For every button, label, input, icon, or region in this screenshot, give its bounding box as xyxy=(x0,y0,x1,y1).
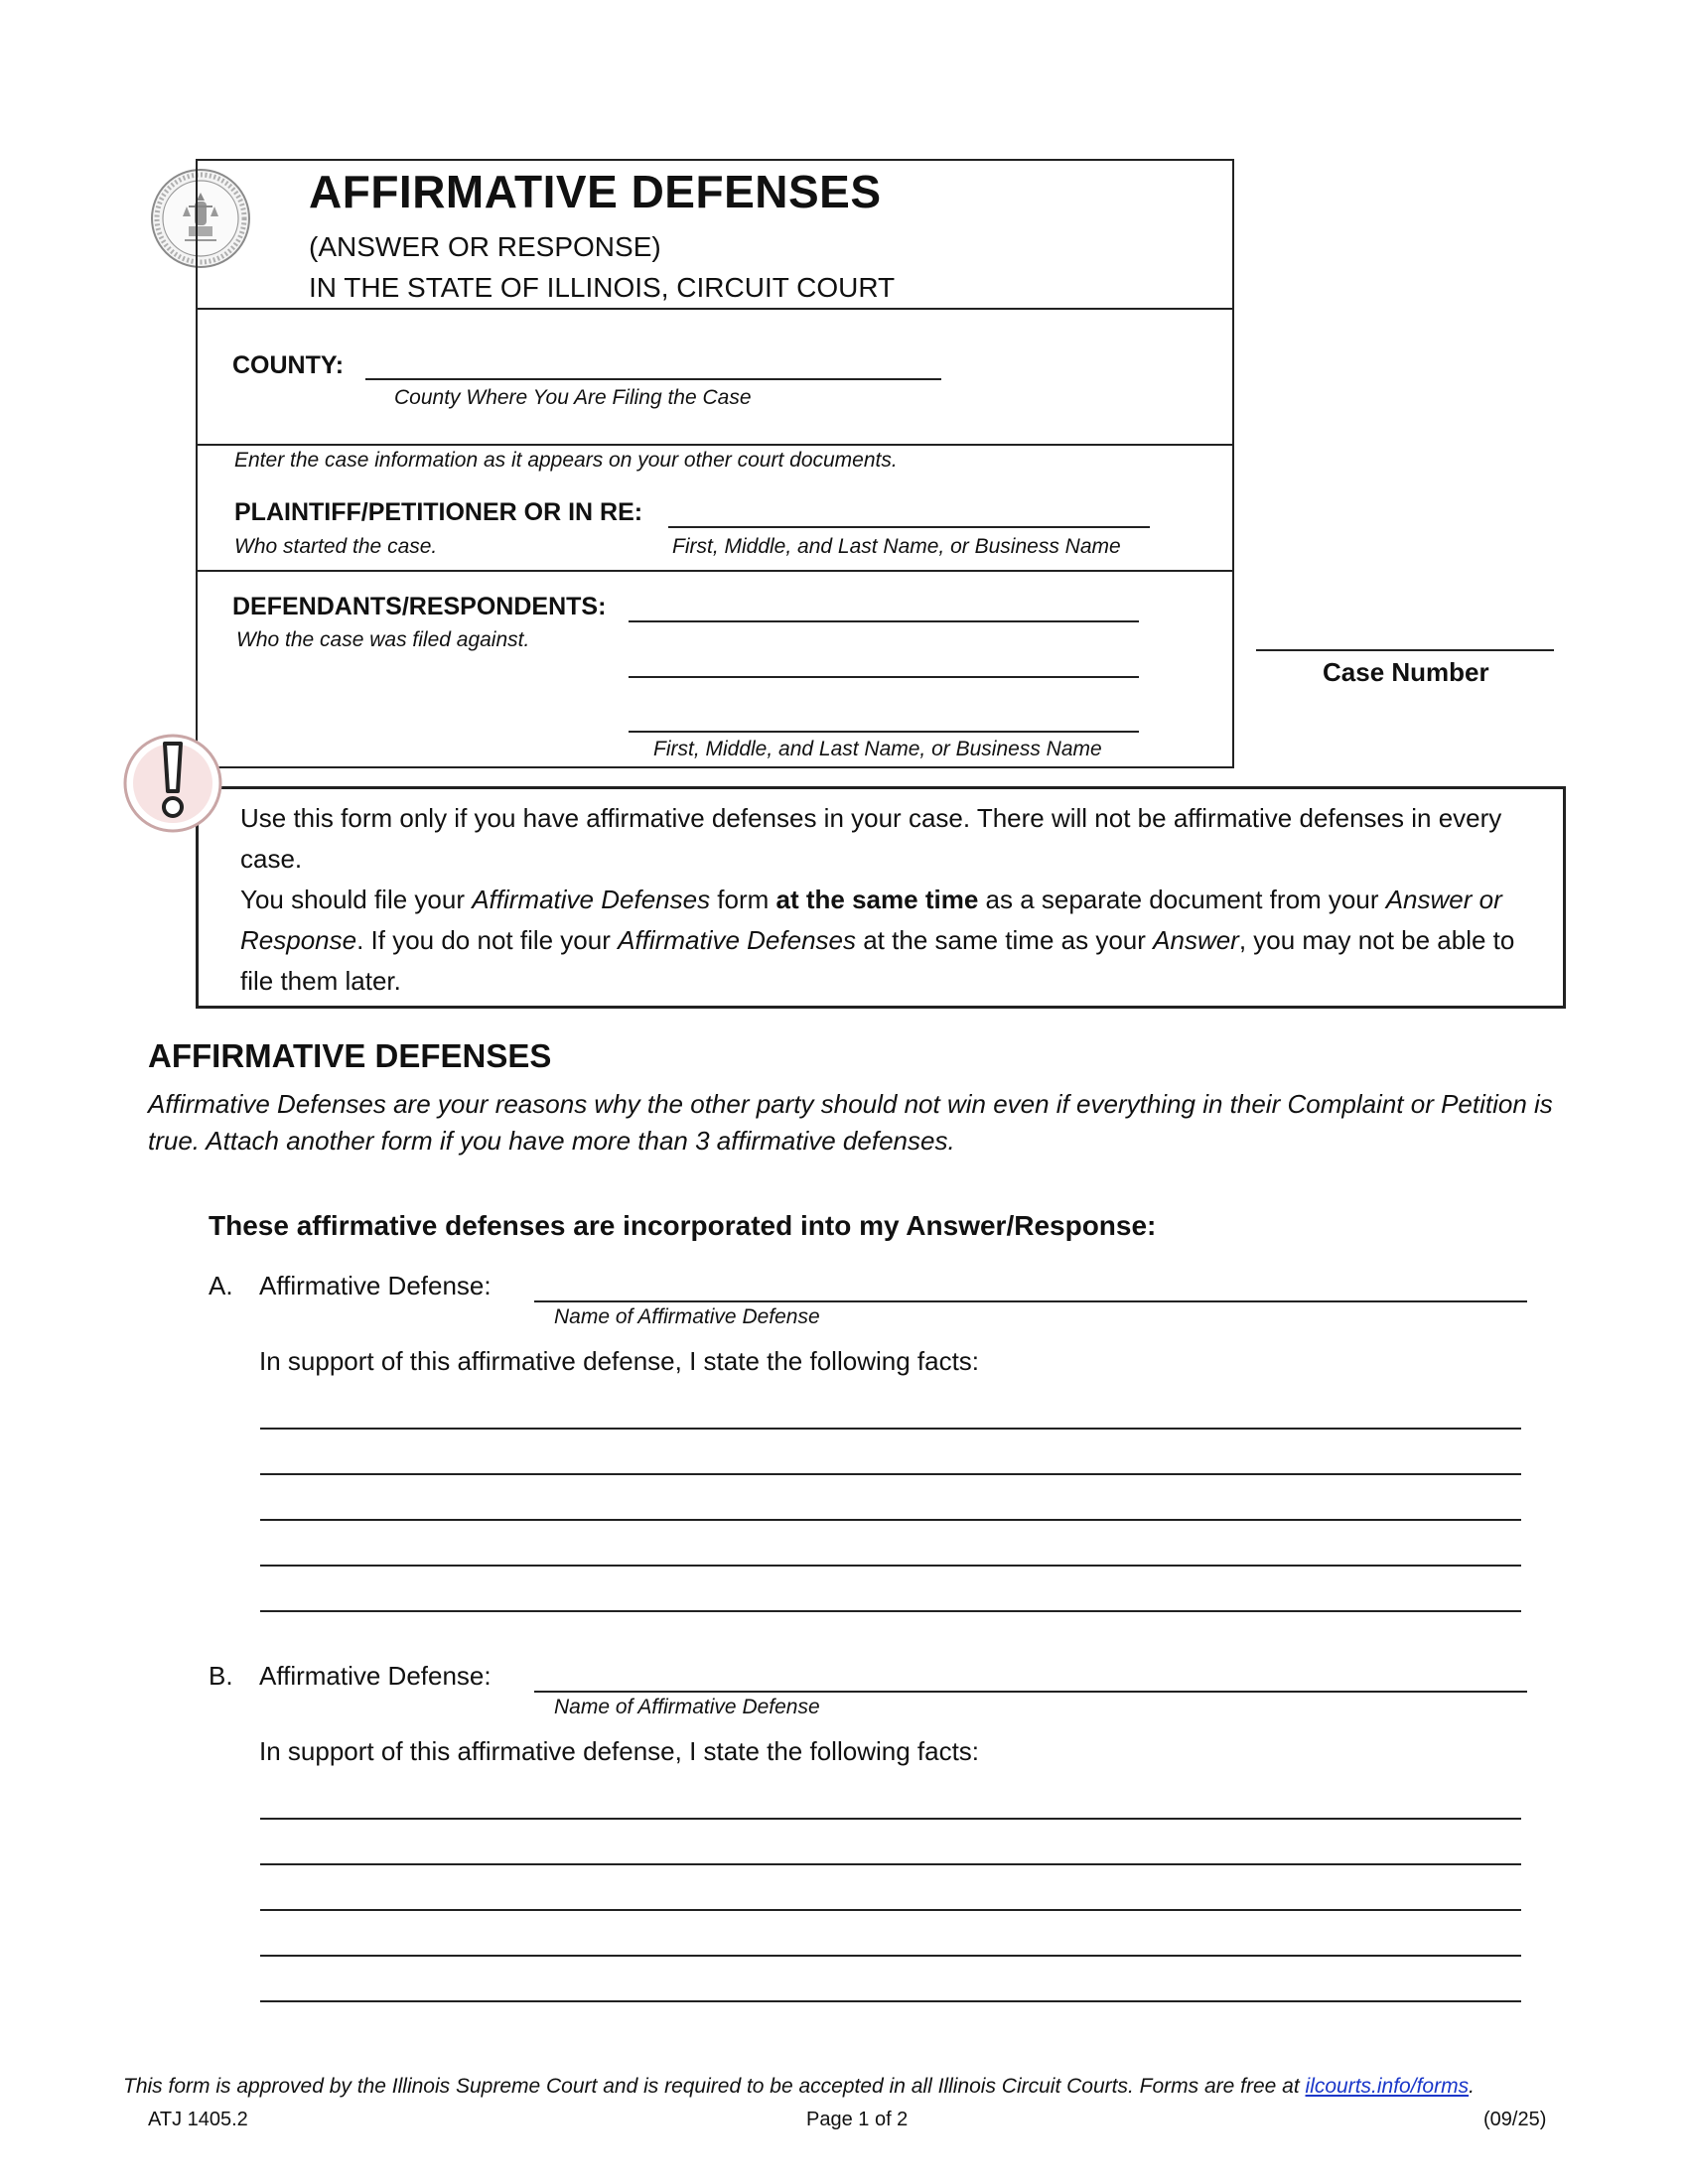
defense-a-facts-line[interactable] xyxy=(260,1565,1521,1567)
defendants-who: Who the case was filed against. xyxy=(236,628,530,651)
defense-b-label: Affirmative Defense: xyxy=(259,1661,492,1691)
section-description: Affirmative Defenses are your reasons why the other party should not win even if everything in their Complaint or Petition is true. Attach another form if you have more than 3 affirmative defenses. xyxy=(148,1089,1553,1156)
notice-paragraph-2: You should file your Affirmative Defenses form at the same time as a separate document from your Answer or Response. If you do not file your Affirmative Defenses at the same time as your Answer, you may not be able to file them later. xyxy=(240,885,1515,996)
defense-b-facts-label: In support of this affirmative defense, I state the following facts: xyxy=(259,1736,980,1766)
plaintiff-input[interactable] xyxy=(668,526,1150,528)
defense-b-name-input[interactable] xyxy=(534,1691,1527,1693)
form-id: ATJ 1405.2 xyxy=(148,2109,248,2130)
form-subtitle: (ANSWER OR RESPONSE) xyxy=(309,231,661,262)
forms-link[interactable]: ilcourts.info/forms xyxy=(1305,2075,1470,2098)
notice-line-1: Use this form only if you have affirmative defenses in your case. There will not be affirmative defenses in every case. xyxy=(240,803,1502,874)
defense-a-label: Affirmative Defense: xyxy=(259,1271,492,1300)
notice-text xyxy=(240,798,1553,1002)
case-info-note: Enter the case information as it appears on your other court documents. xyxy=(234,449,898,472)
form-date: (09/25) xyxy=(1483,2109,1547,2130)
plaintiff-who: Who started the case. xyxy=(234,535,438,558)
page-number: Page 1 of 2 xyxy=(806,2109,909,2130)
county-label: COUNTY: xyxy=(232,351,345,379)
alert-icon xyxy=(121,732,224,835)
section-heading: AFFIRMATIVE DEFENSES xyxy=(148,1037,552,1074)
defense-b-letter: B. xyxy=(209,1661,233,1691)
defense-a-facts-line[interactable] xyxy=(260,1519,1521,1521)
county-input[interactable] xyxy=(365,378,941,380)
defense-a-facts-line[interactable] xyxy=(260,1428,1521,1430)
defendants-hint: First, Middle, and Last Name, or Business Name xyxy=(653,738,1102,760)
court-name: IN THE STATE OF ILLINOIS, CIRCUIT COURT xyxy=(309,272,896,303)
defense-b-hint: Name of Affirmative Defense xyxy=(554,1696,820,1718)
defense-a-facts-line[interactable] xyxy=(260,1473,1521,1475)
defendants-label: DEFENDANTS/RESPONDENTS: xyxy=(232,593,607,620)
defense-b-facts-line[interactable] xyxy=(260,1955,1521,1957)
footer-approval: This form is approved by the Illinois Supreme Court and is required to be accepted in all Illinois Circuit Courts. Forms are free at ilcourts.info/forms. xyxy=(123,2075,1475,2098)
plaintiff-hint: First, Middle, and Last Name, or Business Name xyxy=(672,535,1121,558)
defense-b-facts-line[interactable] xyxy=(260,1818,1521,1820)
defendant-input-1[interactable] xyxy=(629,620,1139,622)
defense-a-hint: Name of Affirmative Defense xyxy=(554,1305,820,1328)
defense-b-facts-line[interactable] xyxy=(260,1863,1521,1865)
county-hint: County Where You Are Filing the Case xyxy=(394,386,752,409)
defense-a-facts-label: In support of this affirmative defense, I state the following facts: xyxy=(259,1346,980,1376)
case-number-input[interactable] xyxy=(1256,649,1554,651)
defense-b-facts-line[interactable] xyxy=(260,1909,1521,1911)
plaintiff-divider xyxy=(198,570,1232,572)
defense-a-name-input[interactable] xyxy=(534,1300,1527,1302)
defense-a-letter: A. xyxy=(209,1271,233,1300)
county-divider xyxy=(198,444,1232,446)
defendant-input-2[interactable] xyxy=(629,676,1139,678)
plaintiff-label: PLAINTIFF/PETITIONER OR IN RE: xyxy=(234,498,643,526)
case-number-label: Case Number xyxy=(1323,657,1489,687)
defense-a-facts-line[interactable] xyxy=(260,1610,1521,1612)
defendant-input-3[interactable] xyxy=(629,731,1139,733)
incorporated-statement: These affirmative defenses are incorporated into my Answer/Response: xyxy=(209,1210,1157,1241)
form-title: AFFIRMATIVE DEFENSES xyxy=(309,166,882,217)
defense-b-facts-line[interactable] xyxy=(260,2000,1521,2002)
header-divider xyxy=(198,308,1232,310)
